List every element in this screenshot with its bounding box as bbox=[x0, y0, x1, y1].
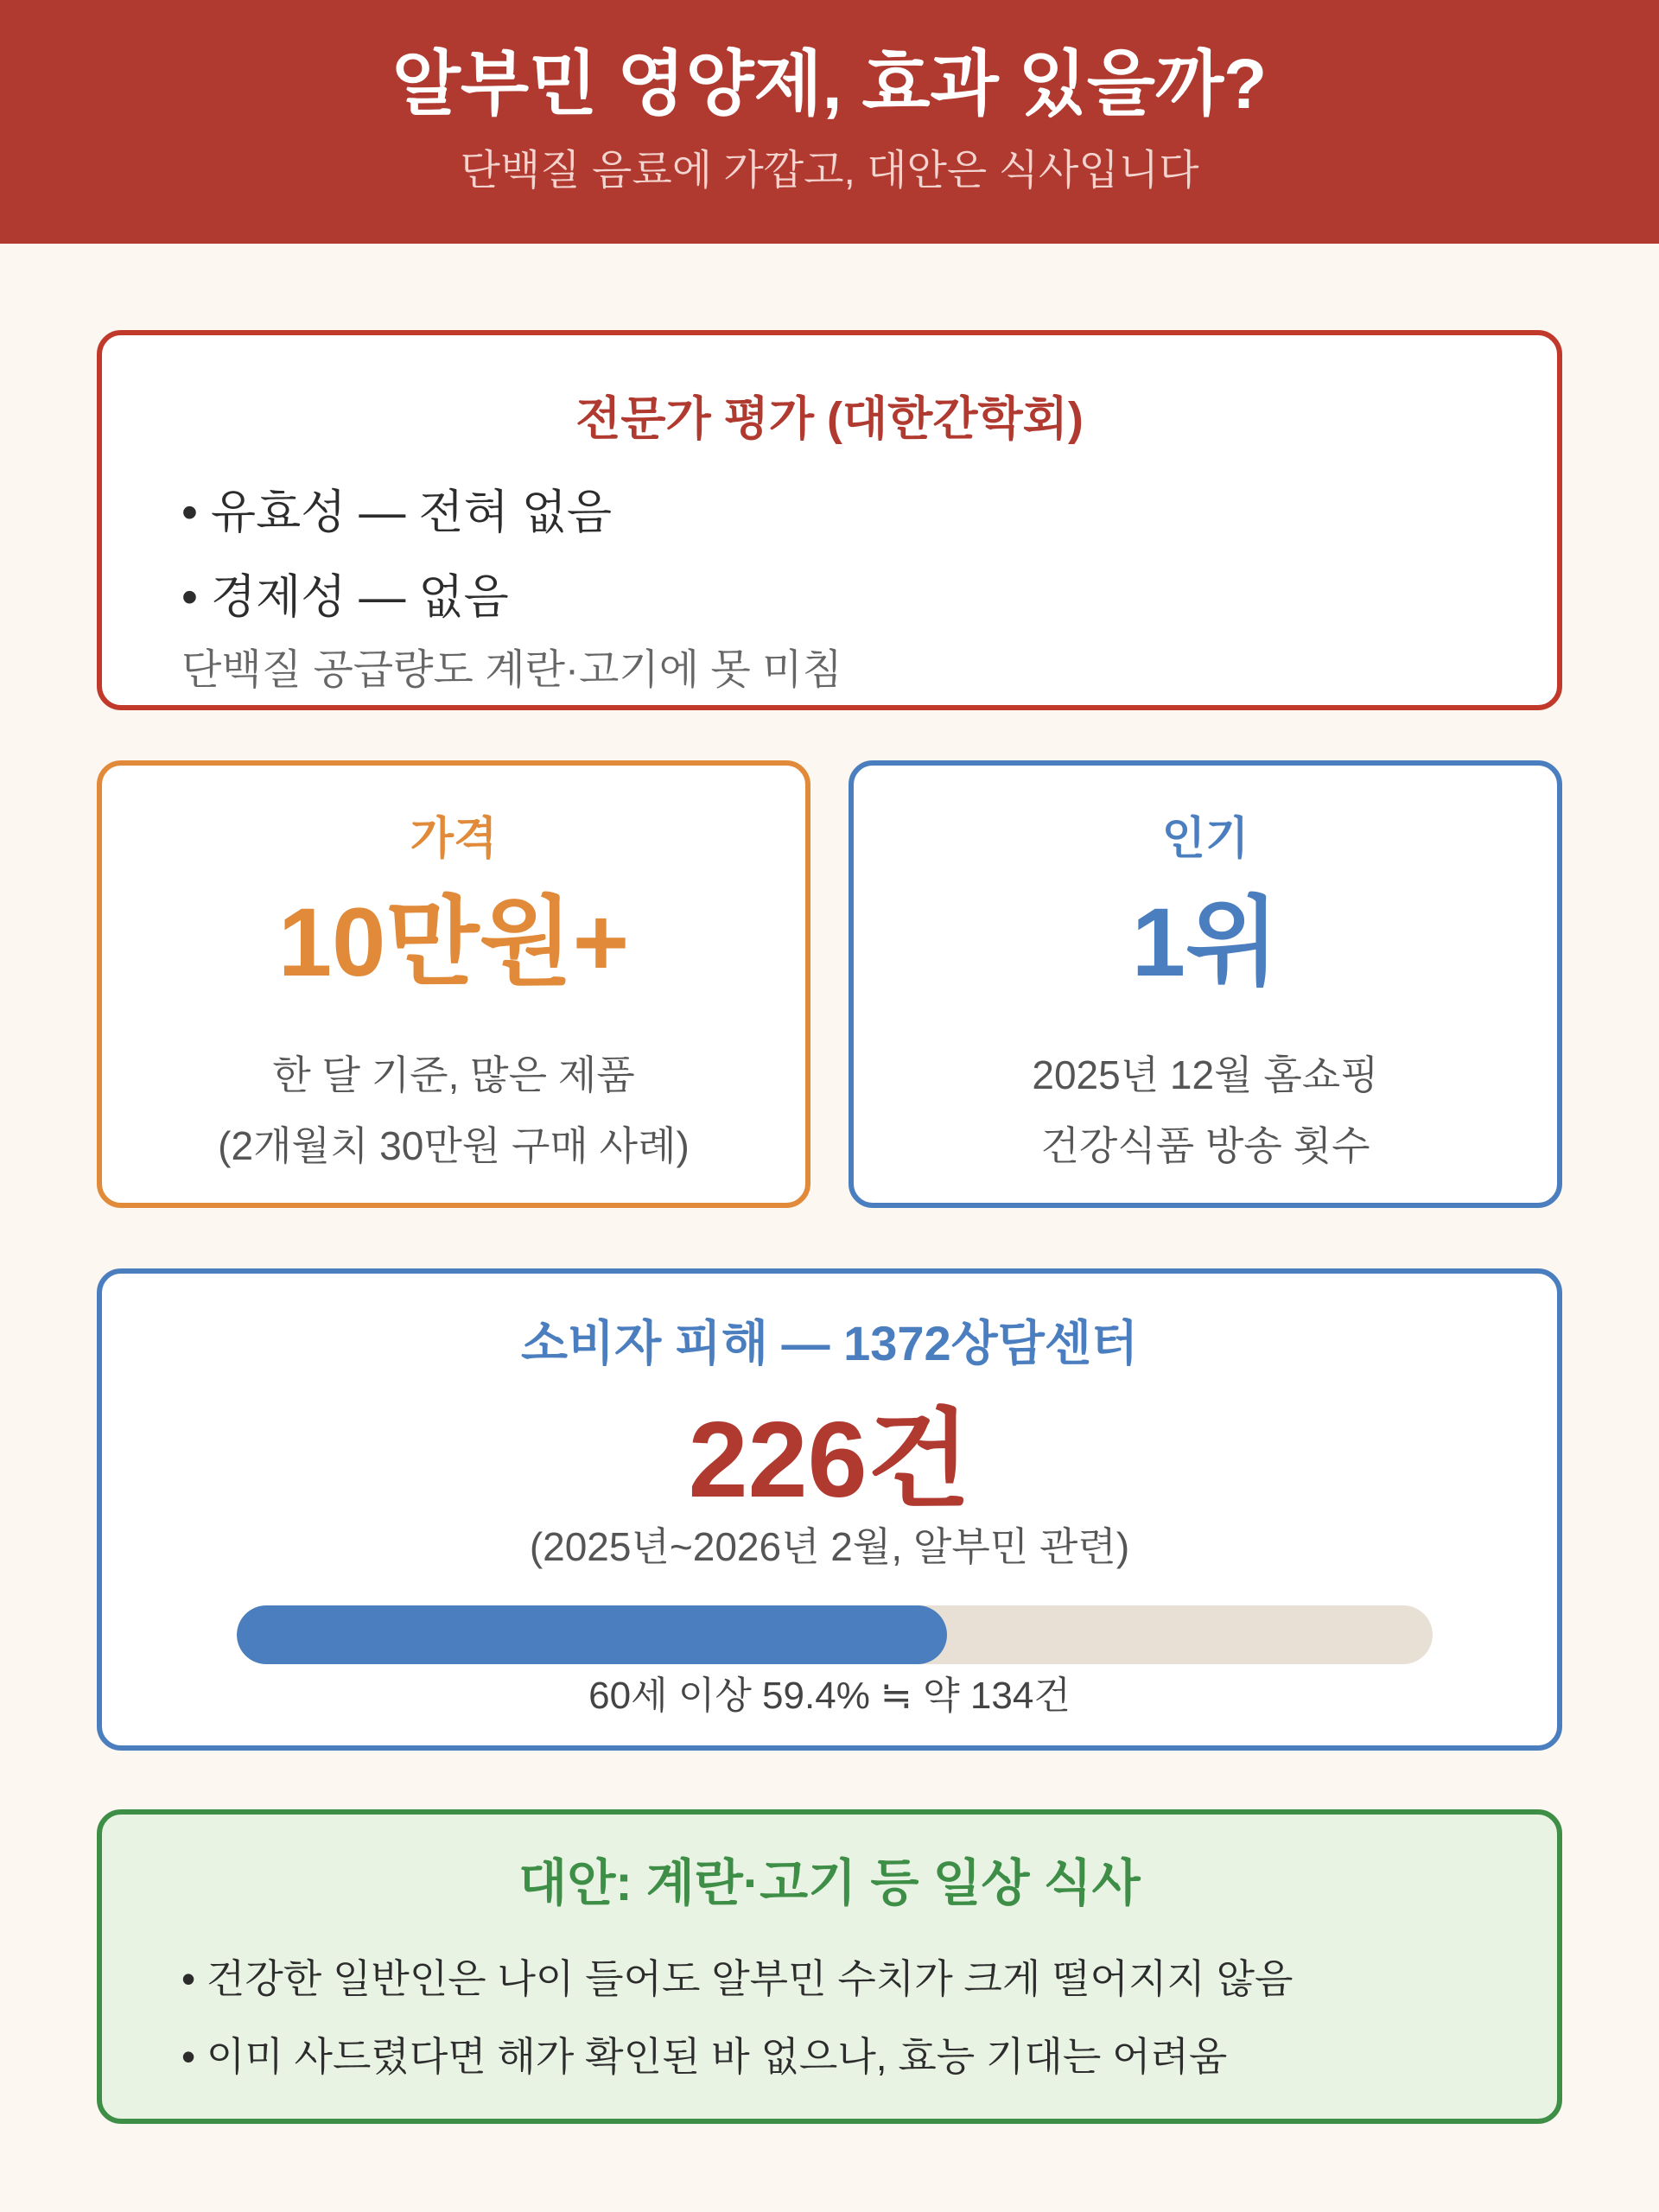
age-progress-label: 60세 이상 59.4% ≒ 약 134건 bbox=[588, 1675, 1071, 1717]
expert-bullet-economy: • 경제성 — 없음 bbox=[181, 571, 509, 623]
alternative-bullet: • 이미 사드렸다면 해가 확인된 바 없으나, 효능 기대는 어려움 bbox=[181, 2034, 1228, 2079]
expert-bullet-efficacy: • 유효성 — 전혀 없음 bbox=[181, 486, 613, 538]
price-desc: 한 달 기준, 많은 제품 bbox=[272, 1052, 635, 1097]
popularity-label: 인기 bbox=[1161, 814, 1249, 864]
damage-card-title: 소비자 피해 — 1372상담센터 bbox=[520, 1316, 1139, 1370]
damage-period: (2025년~2026년 2월, 알부민 관련) bbox=[529, 1524, 1130, 1569]
popularity-desc: 2025년 12월 홈쇼핑 bbox=[1032, 1052, 1379, 1097]
expert-note: 단백질 공급량도 계란·고기에 못 미침 bbox=[181, 647, 842, 693]
popularity-value: 1위 bbox=[1131, 888, 1280, 996]
alternative-card bbox=[97, 1809, 1562, 2124]
header-banner bbox=[0, 0, 1659, 244]
price-value: 10만원+ bbox=[277, 888, 630, 996]
page-title: 알부민 영양제, 효과 있을까? bbox=[391, 45, 1268, 124]
expert-card-title: 전문가 평가 (대한간학회) bbox=[575, 393, 1084, 445]
alternative-card-title: 대안: 계란·고기 등 일상 식사 bbox=[518, 1855, 1141, 1911]
price-label: 가격 bbox=[410, 814, 498, 864]
alternative-bullet: • 건강한 일반인은 나이 들어도 알부민 수치가 크게 떨어지지 않음 bbox=[181, 1956, 1294, 2001]
age-progress-fill bbox=[237, 1605, 947, 1664]
expert-evaluation-card bbox=[97, 330, 1562, 710]
popularity-card bbox=[849, 760, 1562, 1208]
page-subtitle: 단백질 음료에 가깝고, 대안은 식사입니다 bbox=[460, 148, 1199, 194]
damage-count: 226건 bbox=[688, 1401, 971, 1520]
price-card bbox=[97, 760, 810, 1208]
consumer-damage-card bbox=[97, 1268, 1562, 1751]
price-example: (2개월치 30만원 구매 사례) bbox=[218, 1123, 690, 1168]
age-progress-track bbox=[237, 1605, 1433, 1664]
popularity-detail: 건강식품 방송 횟수 bbox=[1040, 1123, 1370, 1168]
